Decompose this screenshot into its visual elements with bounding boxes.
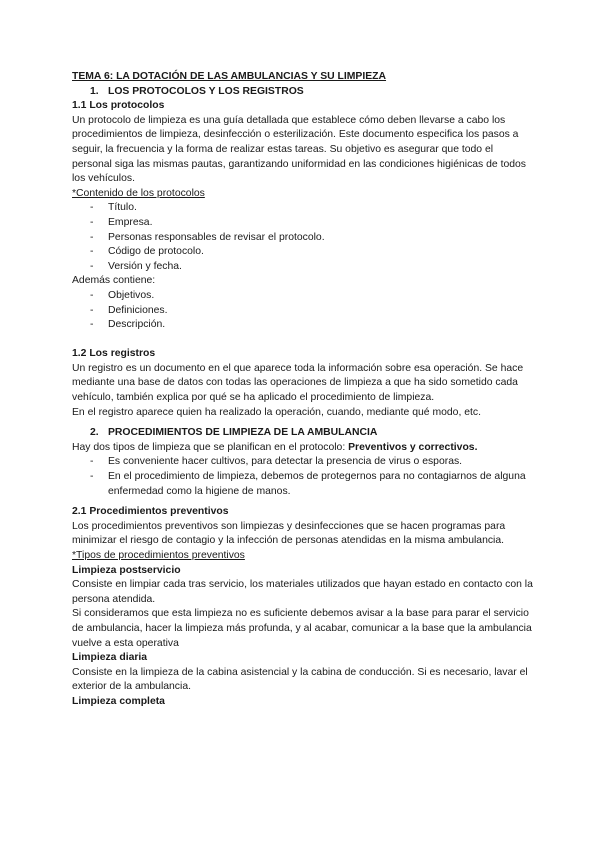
list-item: - Código de protocolo. — [72, 245, 534, 260]
postservice-paragraph-1: Consiste en limpiar cada tras servicio, los materiales utilizados que hayan estado en contacto con la persona atendida. — [72, 579, 533, 605]
document-title: TEMA 6: LA DOTACIÓN DE LAS AMBULANCIAS Y SU LIMPIEZA — [72, 71, 387, 82]
intro-text: Hay dos tipos de limpieza que se planifican en el protocolo: — [72, 441, 349, 453]
section-2-heading — [72, 426, 534, 441]
section-1-number: 1. — [90, 85, 99, 97]
list-item: - Objetivos. — [72, 289, 534, 304]
list-item: - En el procedimiento de limpieza, debemos de protegernos para no contagiarnos de alguna enfermedad como la higiene de manos. — [72, 470, 534, 499]
daily-heading: Limpieza diaria — [72, 652, 148, 664]
full-cleaning-heading: Limpieza completa — [72, 695, 165, 707]
daily-paragraph: Consiste en la limpieza de la cabina asistencial y la cabina de conducción. Si es necesario, lavar el exterior de la ambulancia. — [72, 666, 528, 693]
also-contains-label: Además contiene: — [72, 275, 156, 287]
section-2-title: PROCEDIMIENTOS DE LIMPIEZA DE LA AMBULANCIA — [108, 427, 378, 439]
postservice-heading: Limpieza postservicio — [72, 564, 181, 576]
postservice-paragraph-2: Si consideramos que esta limpieza no es suficiente debemos avisar a la base para parar el servicio de ambulancia, hacer la limpieza más profunda, y al acabar, comunicar a la base que la ambulancia vuelve a esta operativa — [72, 608, 532, 649]
section-2-bullets — [72, 455, 534, 499]
list-item: - Título. — [72, 201, 534, 216]
section-1-heading — [72, 85, 534, 100]
list-item: - Personas responsables de revisar el protocolo. — [72, 231, 534, 246]
spacer — [72, 333, 534, 348]
preventive-paragraph: Los procedimientos preventivos son limpiezas y desinfecciones que se hacen programas para minimizar el riesgo de contagio y la infección de personas atendidas en la misma ambulancia. — [72, 520, 506, 547]
section-2-number: 2. — [90, 427, 99, 439]
list-item: - Versión y fecha. — [72, 260, 534, 275]
protocol-contents-list — [72, 201, 534, 274]
list-item: - Descripción. — [72, 318, 534, 333]
also-contains-list — [72, 289, 534, 333]
subsection-1-2-heading: 1.2 Los registros — [72, 348, 156, 360]
subsection-1-1-heading: 1.1 Los protocolos — [72, 100, 165, 112]
intro-bold-text: Preventivos y correctivos. — [348, 441, 478, 453]
protocols-paragraph: Un protocolo de limpieza es una guía detallada que establece cómo deben llevarse a cabo los procedimientos de limpieza, desinfección o esterilización. Este documento especifica los pasos a seguir, la frecuencia y la forma de realizar estas tareas. Su objetivo es asegurar que todo el personal siga las mismas pautas, garantizando uniformidad en las condiciones higiénicas de todos los vehículos. — [72, 114, 526, 185]
list-item: - Empresa. — [72, 216, 534, 231]
section-1-title: LOS PROTOCOLOS Y LOS REGISTROS — [108, 85, 304, 97]
list-item: - Es conveniente hacer cultivos, para detectar la presencia de virus o esporas. — [72, 455, 534, 470]
registers-paragraph: Un registro es un documento en el que aparece toda la información sobre esa operación. Se hace mediante una base de datos con todas las operaciones de limpieza a que ha sido sometido cada vehículo, también explica por qué se ha aplicado el procedimiento de limpieza. — [72, 362, 524, 404]
section-2-intro — [72, 441, 534, 456]
protocol-contents-label: *Contenido de los protocolos — [72, 187, 205, 199]
preventive-types-label: *Tipos de procedimientos preventivos — [72, 550, 245, 561]
subsection-2-1-heading: 2.1 Procedimientos preventivos — [72, 506, 229, 518]
document-page — [72, 70, 534, 710]
list-item: - Definiciones. — [72, 304, 534, 319]
registers-paragraph-2: En el registro aparece quien ha realizado la operación, cuando, mediante qué modo, etc. — [72, 406, 481, 418]
